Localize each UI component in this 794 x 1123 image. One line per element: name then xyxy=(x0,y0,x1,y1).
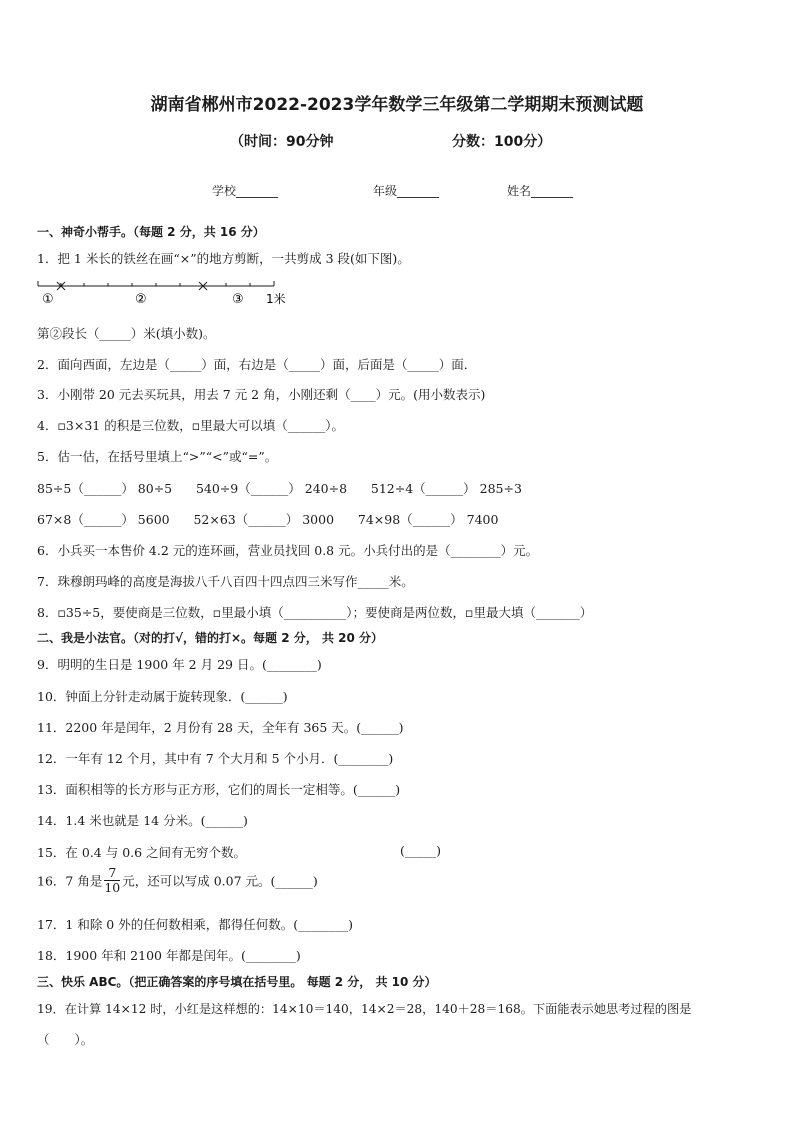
question-2: 2．面向西面，左边是（_____）面，右边是（_____）面，后面是（_____）面． xyxy=(37,357,477,372)
question-16-tail: 元，还可以写成 0.07 元。(______) xyxy=(122,873,318,889)
question-6: 6．小兵买一本售价 4.2 元的连环画，营业员找回 0.8 元。小兵付出的是（________）元。 xyxy=(37,543,539,558)
school-field: 学校_______ xyxy=(212,184,279,198)
question-10: 10．钟面上分针走动属于旋转现象．(______) xyxy=(37,689,288,704)
segment-label-1: ① xyxy=(42,292,54,307)
question-1: 1．把 1 米长的铁丝在画“×”的地方剪断，一共剪成 3 段(如下图)。 xyxy=(37,251,410,266)
question-3: 3．小刚带 20 元去买玩具，用去 7 元 2 角，小刚还剩（____）元。(用小数表示) xyxy=(37,387,486,402)
question-19-blank: （ ）。 xyxy=(37,1032,94,1047)
question-13: 13．面积相等的长方形与正方形，它们的周长一定相等。(______) xyxy=(37,782,401,797)
fraction-seven-tenths xyxy=(104,866,120,895)
question-12: 12．一年有 12 个月，其中有 7 个大月和 5 个小月．(________) xyxy=(37,751,394,766)
section-2-heading: 二、我是小法官。（对的打√，错的打×。每题 2 分， 共 20 分） xyxy=(37,631,383,645)
question-5: 5．估一估，在括号里填上“>”“<”或“=”。 xyxy=(37,449,278,464)
question-8: 8．▫35÷5，要使商是三位数，▫里最小填（__________）；要使商是两位数，▫里最大填（_______） xyxy=(37,605,593,620)
wire-length-label: 1米 xyxy=(266,292,286,306)
fraction-numerator: 7 xyxy=(104,866,120,881)
question-19: 19．在计算 14×12 时，小红是这样想的：14×10＝140，14×2＝28，140＋28＝168。下面能表示她思考过程的图是 xyxy=(37,1002,692,1016)
question-16-text: 16．7 角是 xyxy=(37,873,103,889)
question-5-row-1: 85÷5（______） 80÷5 540÷9（______） 240÷8 512÷4（______） 285÷3 xyxy=(37,481,522,496)
question-4: 4．▫3×31 的积是三位数，▫里最大可以填（______）。 xyxy=(37,418,344,433)
grade-field: 年级_______ xyxy=(373,184,440,198)
question-5-row-2: 67×8（______） 5600 52×63（______） 3000 74×98（______） 7400 xyxy=(37,512,499,527)
question-11: 11．2200 年是闰年，2 月份有 28 天，全年有 365 天。(______) xyxy=(37,720,404,735)
fraction-denominator: 10 xyxy=(104,880,121,895)
question-9: 9．明明的生日是 1900 年 2 月 29 日。(________) xyxy=(37,657,322,672)
section-3-heading: 三、快乐 ABC。（把正确答案的序号填在括号里。 每题 2 分， 共 10 分） xyxy=(37,975,437,989)
page-title: 湖南省郴州市2022-2023学年数学三年级第二学期期末预测试题 xyxy=(150,95,644,115)
segment-label-2: ② xyxy=(135,292,147,307)
question-16 xyxy=(37,866,318,895)
question-15: 15．在 0.4 与 0.6 之间有无穷个数。 xyxy=(37,845,247,860)
section-1-heading: 一、神奇小帮手。（每题 2 分，共 16 分） xyxy=(37,225,265,239)
question-18: 18．1900 年和 2100 年都是闰年。(________) xyxy=(37,948,301,963)
time-limit: （时间：90分钟 xyxy=(230,134,334,150)
total-score: 分数：100分） xyxy=(452,134,552,150)
question-17: 17．1 和除 0 外的任何数相乘，都得任何数。(________) xyxy=(37,917,353,932)
segment-label-3: ③ xyxy=(232,292,244,307)
question-1-blank: 第②段长（_____）米(填小数)。 xyxy=(37,326,216,341)
name-field: 姓名_______ xyxy=(507,184,574,198)
question-14: 14．1.4 米也就是 14 分米。(______) xyxy=(37,813,248,828)
wire-diagram xyxy=(36,278,296,308)
question-7: 7．珠穆朗玛峰的高度是海拔八千八百四十四点四三米写作_____米。 xyxy=(37,574,414,589)
question-15-blank: (_____) xyxy=(400,843,442,858)
